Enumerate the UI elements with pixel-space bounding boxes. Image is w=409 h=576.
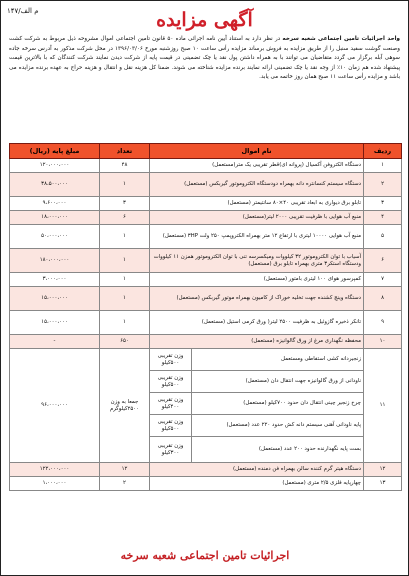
table-row [10, 173, 402, 197]
subitem-weight: وزن تقریبی ۳۰۰کیلو [150, 437, 192, 463]
row-number: ۱۰ [364, 335, 402, 349]
row-number: ۷ [364, 273, 402, 287]
subitem-name: زنجیردانه کشی استفاطی ومستعمل [192, 349, 364, 371]
item-name: دستگاه سیستم کنسانتره دانه بهمراه دودستگاه الکتروموتور گیربکس (مستعمل) [150, 173, 364, 197]
item-price: ۱۵،۰۰۰،۰۰۰ [10, 311, 100, 335]
footer-signature [9, 544, 401, 566]
header-item-name: نام اموال [150, 144, 364, 159]
item-name: دستگاه وینچ کشنده جهت تخلیه خوراک از کامیون بهمراه موتور گیربکس (مستعمل) [150, 287, 364, 311]
item-qty: ۱ [100, 173, 150, 197]
table-row-group-11 [10, 349, 402, 371]
row-number: ۶ [364, 249, 402, 273]
intro-text: در نظر دارد به استناد آیین نامه اجرائی ماده ۵۰ قانون تامین اجتماعی اموال مشروحه ذیل مربوط به شرکت کشت وصنعت گوشت سفید سنبل را از طریق مزایده به فروش برساند مزایده رأس ساعت ۱۰ صبح روزشنبه مورخ ۱۳۹۶/۰۳/۰۶ در محل شرکت مذکور به آدرس سرخه جاده سوهی آبله برگزار می گردد متقاضیان می توانند با به همراه داشتن پول نقد یا چک تضمینی در قیمت پایه از شرکت دیدن نمایند شرکت کنندگان که با بالاترین قیمت پیشنهاد شده هم زمان ۱۰٪ از وجه نقد یا چک تضمینی ارائه نمایند برنده مزایده شناخته می شوند. ضمنا کل هزینه نقل و انتقال و هزینه حراج به عهده برنده مزایده می باشد و مزایده رأس ساعت ۱۱ صبح همان روز خاتمه می یابد. [9, 36, 400, 81]
subitem-weight: وزن تقریبی ۴۰۰کیلو [150, 393, 192, 415]
table-row [10, 225, 402, 249]
item-qty: ۳ [100, 197, 150, 211]
item-name: منبع آب هوایی ۱۰۰۰۰ لیتری با ارتفاع ۱۲ متر بهمراه الکتروپمپ ۲۵۰ ولت ۳HP (مستعمل) [150, 225, 364, 249]
row-number: ۸ [364, 287, 402, 311]
subitem-name: چرخ زنجیر چینی انتقال دان حدود ۷۰۰کیلو (مستعمل) [192, 393, 364, 415]
item-name: دستگاه هیتر گرم کننده سالن بهمراه فن دمنده (مستعمل) [150, 463, 364, 477]
item-qty: ۱ [100, 249, 150, 273]
item-qty: ۶۵۰ [100, 335, 150, 349]
subitem-weight: وزن تقریبی ۵۰۰کیلو [150, 371, 192, 393]
item-name: آسیاب با توان الکتروموتور ۳۲ کیلووات ومیکسرسه تنی با توان الکتروموتور همزن ۱۱ کیلووات ودستگاه استکر۳ متری بهمراه تابلو برق (مستعمل) [150, 249, 364, 273]
item-price: ۱۲۰،۰۰۰،۰۰۰ [10, 159, 100, 173]
intro-paragraph [9, 35, 400, 83]
row-number: ۴ [364, 211, 402, 225]
row-number: ۱۲ [364, 463, 402, 477]
item-price: ۵۰،۰۰۰،۰۰۰ [10, 225, 100, 249]
item-qty: ۶ [100, 211, 150, 225]
item-qty: ۲ [100, 477, 150, 491]
row-number: ۹ [364, 311, 402, 335]
table-row [10, 273, 402, 287]
reference-number: ۱۴۷/م الف [7, 7, 39, 15]
item-qty: ۱ [100, 287, 150, 311]
item-name: چهارپایه فلزی ۲/۵ متری (مستعمل) [150, 477, 364, 491]
row-number: ۳ [364, 197, 402, 211]
item-price: ۱۵،۰۰۰،۰۰۰ [10, 287, 100, 311]
item-price: ۱۸،۰۰۰،۰۰۰ [10, 211, 100, 225]
table-row [10, 249, 402, 273]
item-name: تانکر ذخیره گازوئیل به ظرفیت ۲۵۰۰ لیتر( ورق کرمی استیل (مستعمل) [150, 311, 364, 335]
table-row [10, 159, 402, 173]
item-qty: ۱ [100, 273, 150, 287]
row-number: ۱۳ [364, 477, 402, 491]
table-row [10, 211, 402, 225]
header-row-number: ردیف [364, 144, 402, 159]
table-header-row [10, 144, 402, 159]
table-row [10, 197, 402, 211]
group-qty: جمعا به وزن ۲۵۰۰کیلوگرم [100, 349, 150, 463]
item-price: ۳،۰۰۰،۰۰۰ [10, 273, 100, 287]
item-qty: ۱۲ [100, 463, 150, 477]
table-row [10, 287, 402, 311]
item-name: دستگاه الکتروفن آکسیال (پروانه ای)قطر تقریبی یک متر(مستعمل) [150, 159, 364, 173]
item-name: محفظه نگهداری مرغ از ورق گالوانیزه (مستعمل) [150, 335, 364, 349]
item-price: ۱۸۰،۰۰۰،۰۰۰ [10, 249, 100, 273]
item-qty: ۴۸ [100, 159, 150, 173]
subitem-weight: وزن تقریبی ۵۰۰کیلو [150, 415, 192, 437]
table-row [10, 463, 402, 477]
item-price: ۹،۶۰۰،۰۰۰ [10, 197, 100, 211]
subitem-name: بست پایه نگهدارنده حدود ۲۰۰ عدد (مستعمل) [192, 437, 364, 463]
table-row [10, 477, 402, 491]
footer-org-name: اجرائیات تامین اجتماعی شعبه سرخه [120, 548, 290, 562]
item-qty: ۱ [100, 311, 150, 335]
header-base-price: مبلغ پایه (ریال) [10, 144, 100, 159]
page-title: آگهی مزایده [156, 9, 253, 31]
table-row [10, 311, 402, 335]
item-qty: ۱ [100, 225, 150, 249]
table-row [10, 335, 402, 349]
item-name: منبع آب هوایی با ظرفیت تقریبی ۲۰۰۰ لیتر(مستعمل) [150, 211, 364, 225]
item-name: تابلو برق دیواری به ابعاد تقریبی ۴۰×۸۰ سانتیمتر (مستعمل) [150, 197, 364, 211]
subitem-name: پایه ناودانی آهنی سیستم دانه کش حدود ۲۲۰ عدد (مستعمل) [192, 415, 364, 437]
subitem-name: ناودانی از ورق گالوانیزه جهت انتقال دان (مستعمل) [192, 371, 364, 393]
item-price: - [10, 335, 100, 349]
subitem-weight: وزن تقریبی ۵۰۰کیلو [150, 349, 192, 371]
row-number: ۱ [364, 159, 402, 173]
group-price: ۹۶،۰۰۰،۰۰۰ [10, 349, 100, 463]
auction-items-table [9, 143, 402, 491]
item-price: ۱،۰۰۰،۰۰۰ [10, 477, 100, 491]
intro-org: واحد اجرائیات تامین اجتماعی شعبه سرخه [282, 36, 400, 42]
row-number: ۱۱ [364, 349, 402, 463]
item-price: ۳۸،۵۰۰،۰۰۰ [10, 173, 100, 197]
row-number: ۲ [364, 173, 402, 197]
item-name: کمپرسور هوای ۱۰۰ لیتری بامتور (مستعمل) [150, 273, 364, 287]
header-quantity: تعداد [100, 144, 150, 159]
row-number: ۵ [364, 225, 402, 249]
item-price: ۱۲۲،۰۰۰،۰۰۰ [10, 463, 100, 477]
